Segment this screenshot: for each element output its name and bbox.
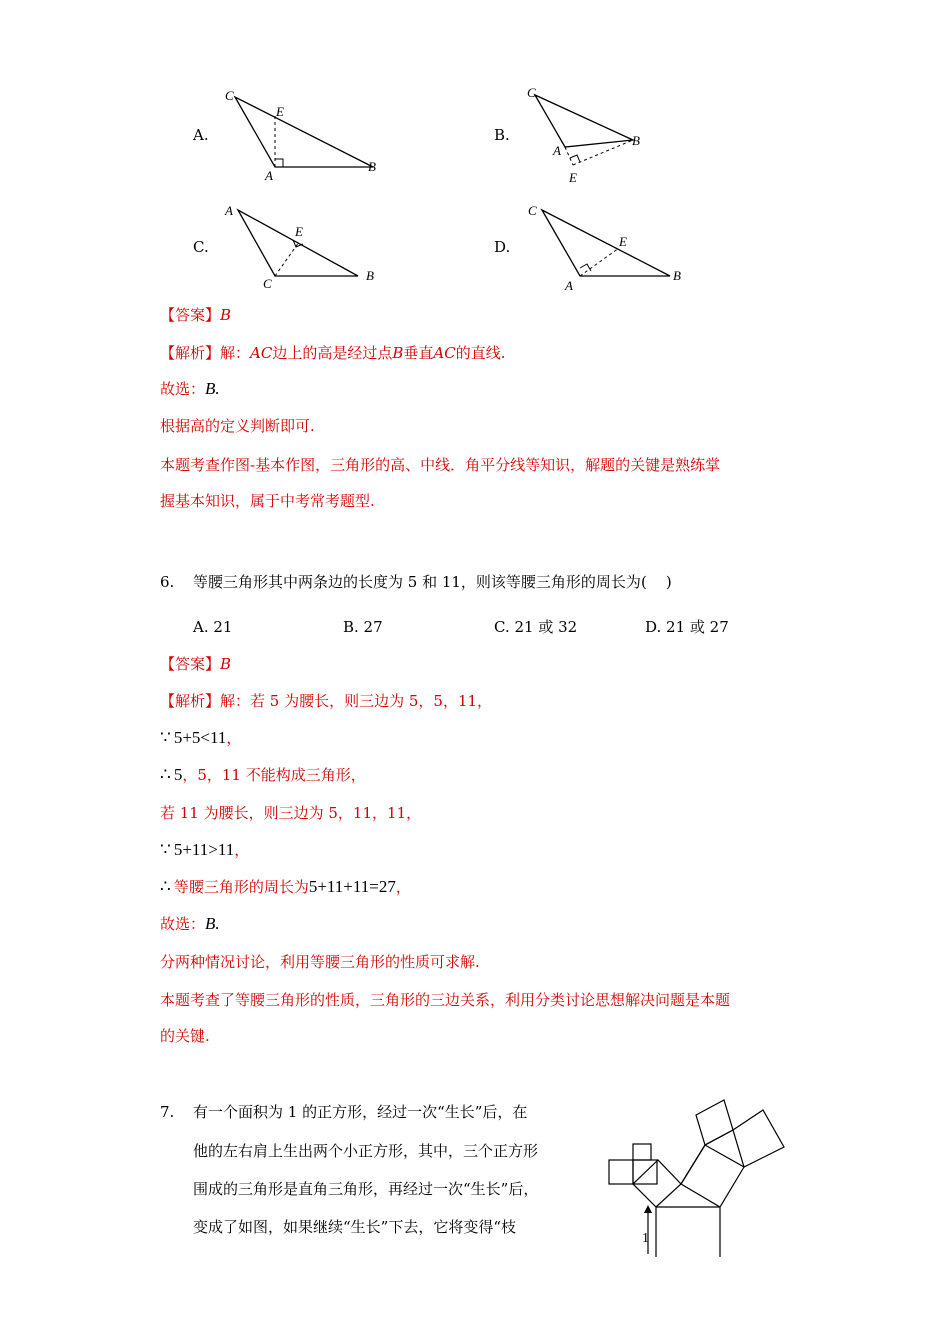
choose-value: B. [205,379,220,398]
punct: ， [234,841,250,859]
point-label: E [295,224,303,239]
inner-edge [681,1145,705,1184]
point-label: A [225,203,233,218]
point-label: E [276,104,284,119]
point-label: B [366,268,374,283]
q6-note2-line1: 本题考查了等腰三角形的性质，三角形的三边关系，利用分类讨论思想解决问题是本题 [160,991,731,1009]
q6-option-d: D. 21 或 27 [645,618,729,636]
choose-prefix: 故选： [160,915,206,933]
q6-step-2 [160,765,366,785]
analysis-text: 垂直 [403,344,434,362]
small-square [609,1160,633,1184]
q5-option-b-label: B. [494,126,510,144]
analysis-tag: 【解析】 [160,692,221,710]
equation: 5+11+11=27 [308,877,396,896]
analysis-var: AC [250,344,273,362]
inner-edge [705,1130,733,1145]
point-label: A [565,278,573,293]
because-symbol: ∵ [160,728,171,747]
q5-option-c-figure [215,198,395,298]
q5-analysis [160,343,506,363]
point-label: C [527,85,536,100]
altitude-line [580,248,619,276]
point-label: A [265,168,273,183]
q6-number: 6. [160,573,175,591]
right-angle-mark [570,155,580,162]
q6-step-4 [160,840,249,860]
q5-option-d-label: D. [494,238,511,256]
q6-analysis [160,691,492,711]
q6-step-1 [160,728,241,748]
therefore-symbol: ∴ [160,765,171,784]
triangle-shape [542,210,670,276]
extension-line [565,147,573,165]
point-label: C [528,203,537,218]
answer-paren: ( ) [640,573,672,591]
step-text: 等腰三角形的周长为 [173,878,309,896]
answer-tag: 【答案】 [160,655,221,673]
q6-option-a: A. 21 [193,618,233,636]
altitude-line [275,242,299,276]
inequality: 5+5<11 [173,728,227,747]
point-label: E [569,170,577,185]
q7-line-2: 他的左右肩上生出两个小正方形，其中，三个正方形 [193,1142,539,1160]
q5-note1: 根据高的定义判断即可. [160,417,315,435]
analysis-text: 的直线. [455,344,506,362]
answer-value: B [220,655,232,673]
right-angle-mark [580,264,591,271]
q7-line-4: 变成了如图，如果继续“生长”下去，它将变得“枝 [193,1218,517,1236]
analysis-var: B [392,344,404,362]
punct: ， [226,729,242,747]
point-label: C [263,276,272,291]
point-label: B [632,133,640,148]
point-label: B [368,159,376,174]
point-label: B [673,268,681,283]
triangle-shape [235,97,373,167]
q6-answer [160,654,231,674]
analysis-text: 解：若 5 为腰长，则三边为 5，5，11， [220,692,493,710]
step-text: ，5，11 不能构成三角形， [182,766,366,784]
pythagoras-tree-figure [598,1092,798,1262]
q7-line-1: 有一个面积为 1 的正方形，经过一次“生长”后，在 [193,1103,528,1121]
q6-note2-line2: 的关键. [160,1027,210,1045]
top-square [696,1100,733,1145]
q5-note2-line2: 握基本知识，属于中考常考题型. [160,492,375,510]
arrow-up-icon [644,1205,652,1213]
q5-option-a-figure [215,85,395,185]
analysis-text: 边上的高是经过点 [272,344,393,362]
inequality: 5+11>11 [173,840,235,859]
punct: ， [395,878,411,896]
q5-choose [160,379,220,399]
q5-option-d-figure [515,198,695,298]
choose-prefix: 故选： [160,380,206,398]
q6-choose [160,914,220,934]
therefore-symbol: ∴ [160,877,171,896]
top-square [733,1110,784,1167]
right-angle-mark [275,159,283,167]
q5-option-a-label: A. [193,126,209,144]
q6-stem [193,572,672,592]
point-label: E [619,234,627,249]
analysis-text: 解： [220,344,251,362]
answer-tag: 【答案】 [160,306,221,324]
q6-note1: 分两种情况讨论，利用等腰三角形的性质可求解. [160,953,480,971]
number: 5 [173,765,183,784]
q6-step-5 [160,877,411,897]
altitude-line [573,140,633,165]
figure-side-label: 1 [642,1231,649,1246]
point-label: C [225,88,234,103]
triangle-shape [238,210,358,276]
q5-option-b-figure [515,85,665,190]
q6-option-b: B. 27 [343,618,383,636]
q5-option-c-label: C. [193,238,209,256]
because-symbol: ∵ [160,840,171,859]
q7-line-3: 围成的三角形是直角三角形，再经过一次“生长”后， [193,1180,539,1198]
q6-option-c: C. 21 或 32 [494,618,578,636]
q5-answer [160,305,231,325]
q5-note2-line1: 本题考查作图-基本作图，三角形的高、中线．角平分线等知识，解题的关键是熟练掌 [160,456,721,474]
right-square [681,1145,744,1207]
q6-step-3: 若 11 为腰长，则三边为 5，11，11， [160,804,422,822]
small-square [633,1144,651,1160]
point-label: A [553,143,561,158]
triangle-shape [535,95,633,147]
choose-value: B. [205,914,220,933]
q7-number: 7. [160,1103,175,1121]
stem-text: 等腰三角形其中两条边的长度为 5 和 11，则该等腰三角形的周长为 [193,573,641,591]
answer-value: B [220,306,232,324]
analysis-tag: 【解析】 [160,344,221,362]
analysis-var: AC [433,344,456,362]
